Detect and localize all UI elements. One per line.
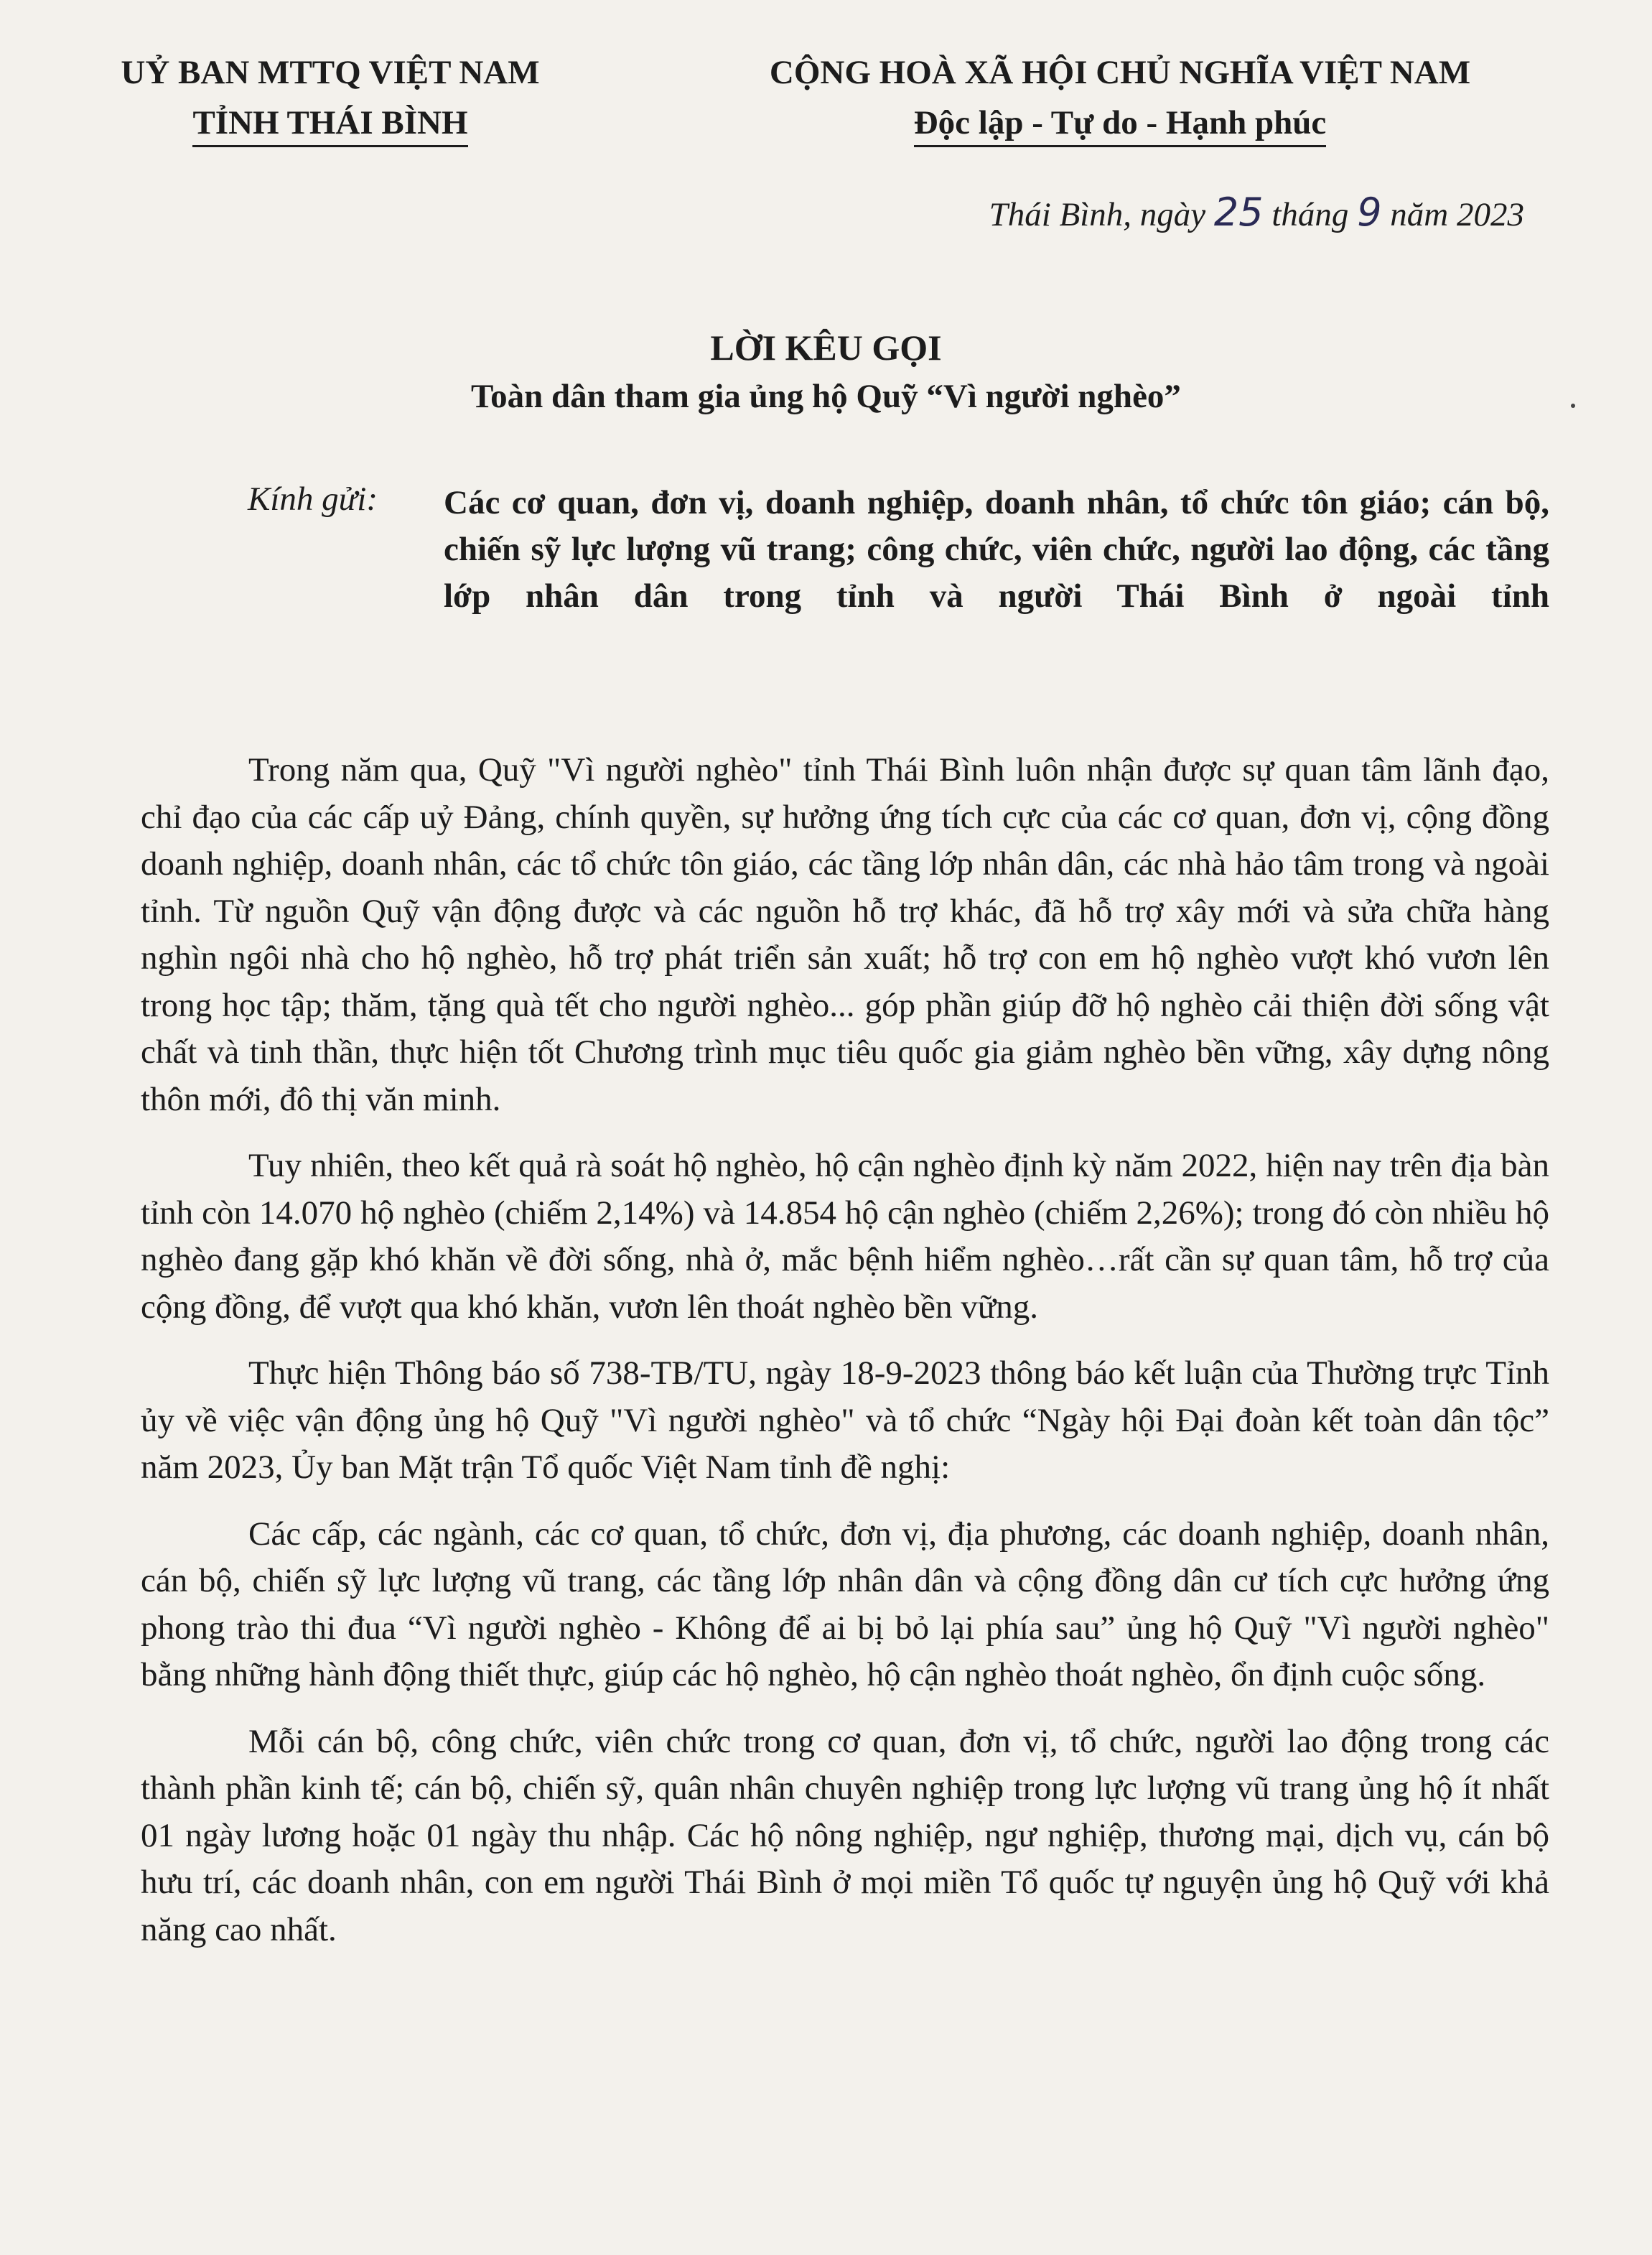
document-body [141, 747, 1549, 1973]
country-name: CỘNG HOÀ XÃ HỘI CHỦ NGHĨA VIỆT NAM [769, 54, 1471, 91]
date-month: 9 [1357, 190, 1382, 235]
recipients-text-content: Các cơ quan, đơn vị, doanh nghiệp, doanh nhân, tổ chức tôn giáo; cán bộ, chiến sỹ lực lượng vũ trang; công chức, viên chức, người lao động, các tầng lớp nhân dân trong tỉnh và người Thái Bình ở ngoài tỉnh [444, 484, 1549, 615]
paragraph-4: Các cấp, các ngành, các cơ quan, tổ chức, đơn vị, địa phương, các doanh nghiệp, doanh nhân, cán bộ, chiến sỹ lực lượng vũ trang, các tầng lớp nhân dân và cộng đồng dân cư tích cực hưởng ứng phong trào thi đua “Vì người nghèo - Không để ai bị bỏ lại phía sau” ủng hộ Quỹ "Vì người nghèo" bằng những hành động thiết thực, giúp các hộ nghèo, hộ cận nghèo thoát nghèo, ổn định cuộc sống. [141, 1515, 1549, 1693]
paragraph-2: Tuy nhiên, theo kết quả rà soát hộ nghèo, hộ cận nghèo định kỳ năm 2022, hiện nay trên địa bàn tỉnh còn 14.070 hộ nghèo (chiếm 2,14%) và 14.854 hộ cận nghèo (chiếm 2,26%); trong đó còn nhiều hộ nghèo đang gặp khó khăn về đời sống, nhà ở, mắc bệnh hiểm nghèo…rất cần sự quan tâm, hỗ trợ của cộng đồng, để vượt qua khó khăn, vươn lên thoát nghèo bền vững. [141, 1147, 1549, 1326]
issuing-agency [108, 47, 553, 148]
paragraph-5: Mỗi cán bộ, công chức, viên chức trong cơ quan, đơn vị, tổ chức, người lao động trong các thành phần kinh tế; cán bộ, chiến sỹ, quân nhân chuyên nghiệp trong lực lượng vũ trang ủng hộ ít nhất 01 ngày lương hoặc 01 ngày thu nhập. Các hộ nông nghiệp, ngư nghiệp, thương mại, dịch vụ, cán bộ hưu trí, các doanh nhân, con em người Thái Bình ở mọi miền Tổ quốc tự nguyện ủng hộ Quỹ với khả năng cao nhất. [141, 1722, 1549, 1948]
national-motto [689, 47, 1551, 148]
motto-line: Độc lập - Tự do - Hạnh phúc [914, 101, 1327, 147]
document-title: LỜI KÊU GỌI [710, 327, 942, 368]
document-date [989, 190, 1524, 235]
recipients-label: Kính gửi: [248, 480, 378, 518]
agency-line-2: TỈNH THÁI BÌNH [192, 101, 467, 147]
agency-line-1: UỶ BAN MTTQ VIỆT NAM [121, 54, 540, 91]
date-day: 25 [1213, 190, 1264, 235]
paragraph-1: Trong năm qua, Quỹ "Vì người nghèo" tỉnh Thái Bình luôn nhận được sự quan tâm lãnh đạo, chỉ đạo của các cấp uỷ Đảng, chính quyền, sự hưởng ứng tích cực của các cơ quan, đơn vị, cộng đồng doanh nghiệp, doanh nhân, các tổ chức tôn giáo, các tầng lớp nhân dân, các nhà hảo tâm trong và ngoài tỉnh. Từ nguồn Quỹ vận động được và các nguồn hỗ trợ khác, đã hỗ trợ xây mới và sửa chữa hàng nghìn ngôi nhà cho hộ nghèo, hỗ trợ phát triển sản xuất; hỗ trợ con em hộ nghèo vượt khó vươn lên trong học tập; thăm, tặng quà tết cho người nghèo... góp phần giúp đỡ hộ nghèo cải thiện đời sống vật chất và tinh thần, thực hiện tốt Chương trình mục tiêu quốc gia giảm nghèo bền vững, xây dựng nông thôn mới, đô thị văn minh. [141, 751, 1549, 1118]
date-year: năm 2023 [1381, 196, 1524, 233]
paragraph-3: Thực hiện Thông báo số 738-TB/TU, ngày 18-9-2023 thông báo kết luận của Thường trực Tỉnh ủy về việc vận động ủng hộ Quỹ "Vì người nghèo" và tổ chức “Ngày hội Đại đoàn kết toàn dân tộc” năm 2023, Ủy ban Mặt trận Tổ quốc Việt Nam tỉnh đề nghị: [141, 1354, 1549, 1486]
date-month-label: tháng [1263, 196, 1358, 233]
recipients-text [444, 480, 1549, 620]
ink-dot [1571, 404, 1575, 408]
document-subtitle: Toàn dân tham gia ủng hộ Quỹ “Vì người nghèo” [471, 378, 1181, 415]
date-prefix: Thái Bình, ngày [989, 196, 1214, 233]
